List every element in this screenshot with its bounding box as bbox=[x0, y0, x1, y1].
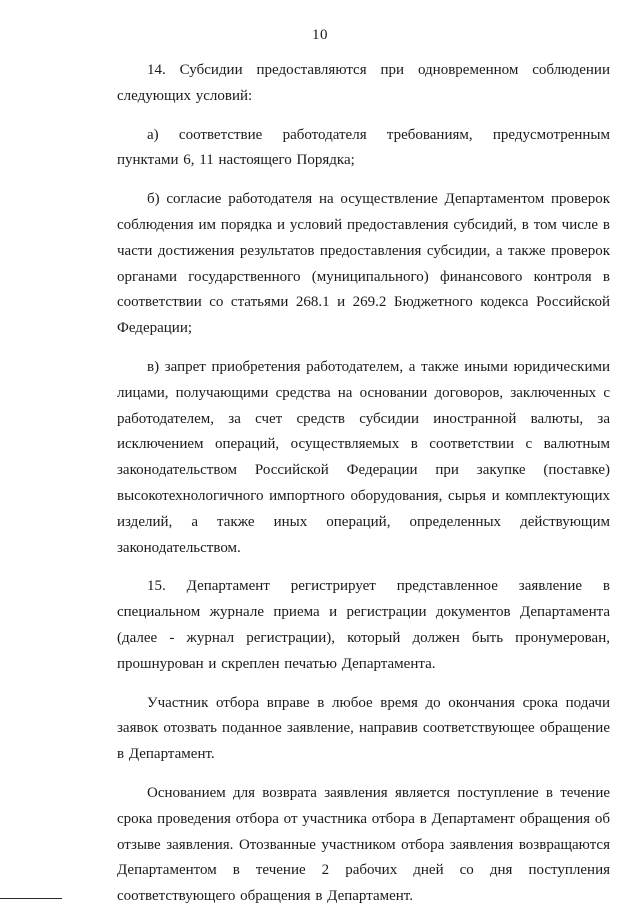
paragraph-15-registration: 15. Департамент регистрирует представленное заявление в специальном журнале приема и регистрации документов Департамента (далее - журнал регистрации), который должен быть пронумерован, прошнурован и скреплен печатью Департамента. bbox=[117, 578, 610, 672]
paragraph-condition-v: в) запрет приобретения работодателем, а также иными юридическими лицами, получающими средства на основании договоров, заключенных с работодателем, за счет средств субсидии иностранной валюты, за исключением операций, осуществляемых в соответствии с валютным законодательством Российской Федерации при закупке (поставке) высокотехнологичного импортного оборудования, сырья и комплектующих изделий, а также иных операций, определенных действующим законодательством. bbox=[117, 358, 610, 556]
paragraph-condition-a: а) соответствие работодателя требованиям, предусмотренным пунктами 6, 11 настоящего Порядка; bbox=[117, 126, 610, 169]
paragraph-withdrawal: Участник отбора вправе в любое время до окончания срока подачи заявок отозвать поданное заявление, направив соответствующее обращение в Департамент. bbox=[117, 694, 610, 763]
footer-rule bbox=[0, 898, 62, 899]
paragraph-return-basis: Основанием для возврата заявления является поступление в течение срока проведения отбора от участника отбора в Департамент обращения об отзыве заявления. Отозванные участником отбора заявления возвращаются Департаментом в течение 2 рабочих дней со дня поступления соответствующего обращения в Департамент. bbox=[117, 784, 610, 905]
page-number: 10 bbox=[312, 27, 328, 43]
paragraph-condition-b: б) согласие работодателя на осуществление Департаментом проверок соблюдения им порядка и условий предоставления субсидий, в том числе в части достижения результатов предоставления субсидии, а также проверок органами государственного (муниципального) финансового контроля в соответствии со статьями 268.1 и 269.2 Бюджетного кодекса Российской Федерации; bbox=[117, 191, 610, 337]
paragraph-14-conditions: 14. Субсидии предоставляются при одновременном соблюдении следующих условий: bbox=[117, 62, 610, 104]
document-body bbox=[117, 58, 610, 910]
